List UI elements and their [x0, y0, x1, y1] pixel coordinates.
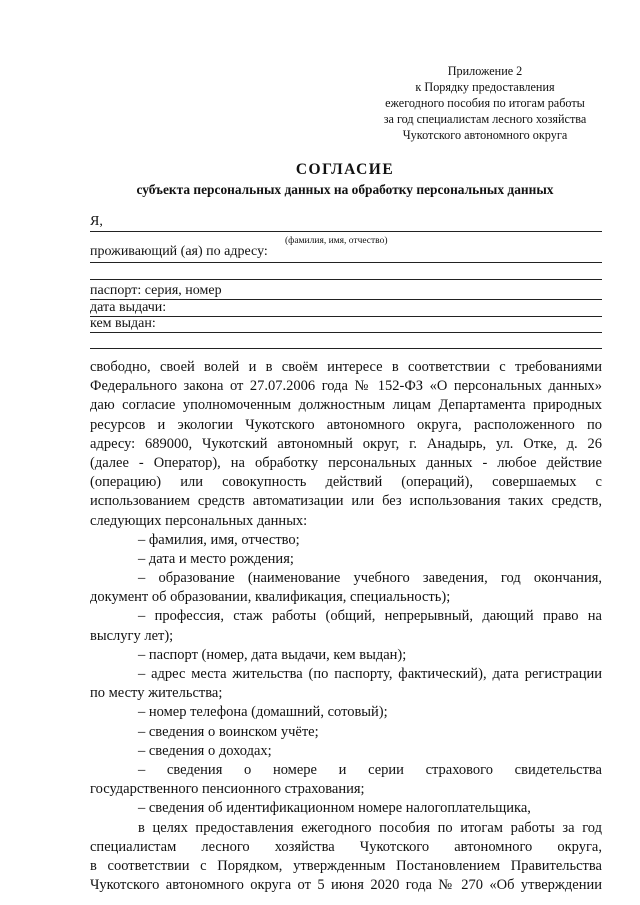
body-line: (операцию) или совокупность действий (операций), совершаемых с: [90, 474, 602, 491]
address-field-line[interactable]: [90, 262, 602, 263]
body-line: даю согласие уполномоченным должностным лицам Департамента природных: [90, 397, 602, 414]
appendix-line: Приложение 2: [447, 64, 523, 78]
body-line: свободно, своей волей и в своём интересе в соответствии с требованиями: [90, 359, 602, 375]
appendix-line: Чукотского автономного округа: [402, 128, 568, 142]
appendix-line: ежегодного пособия по итогам работы: [385, 96, 585, 110]
address-field-line-2[interactable]: [90, 279, 602, 280]
body-line: выслугу лет);: [90, 627, 174, 644]
document-title: СОГЛАСИЕ: [295, 161, 395, 178]
body-line: в целях предоставления ежегодного пособия по итогам работы за год: [138, 819, 602, 836]
body-line: – паспорт (номер, дата выдачи, кем выдан);: [138, 646, 407, 663]
body-line: – образование (наименование учебного заведения, год окончания,: [138, 570, 602, 587]
appendix-line: к Порядку предоставления: [415, 80, 555, 94]
body-line: Чукотского автономного округа от 5 июня 2020 года № 270 «Об утверждении: [90, 877, 602, 894]
body-line: – фамилия, имя, отчество;: [138, 531, 300, 548]
address-label: проживающий (ая) по адресу:: [90, 244, 268, 259]
body-line: – сведения о доходах;: [138, 742, 272, 759]
body-line: следующих персональных данных:: [90, 512, 308, 529]
body-line: в соответствии с Порядком, утвержденным Постановлением Правительства: [90, 857, 602, 874]
name-field-line[interactable]: [90, 231, 602, 232]
body-line: (далее - Оператор), на обработку персональных данных - любое действие: [90, 454, 602, 471]
issue-date-label: дата выдачи:: [90, 300, 167, 315]
body-line: – сведения об идентификационном номере налогоплательщика,: [138, 800, 531, 817]
body-line: – сведения о воинском учёте;: [138, 723, 319, 740]
body-line: специалистам лесного хозяйства Чукотского автономного округа,: [90, 838, 602, 855]
appendix-header: [340, 63, 630, 143]
body-line: ресурсов и экологии Чукотского автономного округа, расположенного по: [90, 416, 602, 433]
body-line: по месту жительства;: [90, 685, 223, 702]
passport-field-line[interactable]: [90, 299, 602, 300]
document-subtitle: субъекта персональных данных на обработку персональных данных: [136, 182, 554, 197]
issue-date-field-line[interactable]: [90, 316, 602, 317]
appendix-line: за год специалистам лесного хозяйства: [383, 112, 587, 126]
body-line: адресу: 689000, Чукотский автономный округ, г. Анадырь, ул. Отке, д. 26: [90, 435, 602, 452]
body-line: – дата и место рождения;: [138, 550, 294, 567]
body-line: государственного пенсионного страхования;: [90, 781, 365, 798]
body-line: использованием средств автоматизации или без использования таких средств,: [90, 493, 602, 510]
name-hint: (фамилия, имя, отчество): [285, 236, 388, 246]
issued-by-label: кем выдан:: [90, 316, 156, 331]
body-line: документ об образовании, квалификация, специальность);: [90, 589, 451, 606]
body-line: – номер телефона (домашний, сотовый);: [138, 704, 388, 721]
body-line: – профессия, стаж работы (общий, непрерывный, дающий право на: [138, 608, 602, 625]
body-line: Федерального закона от 27.07.2006 года № 152-ФЗ «О персональных данных»: [90, 378, 602, 395]
body-line: – сведения о номере и серии страхового свидетельства: [138, 761, 602, 778]
passport-label: паспорт: серия, номер: [90, 283, 222, 298]
body-line: – адрес места жительства (по паспорту, фактический), дата регистрации: [138, 666, 602, 682]
issued-by-field-line-2[interactable]: [90, 348, 602, 349]
consent-body: [90, 358, 602, 895]
issued-by-field-line[interactable]: [90, 332, 602, 333]
i-label: Я,: [90, 214, 103, 229]
